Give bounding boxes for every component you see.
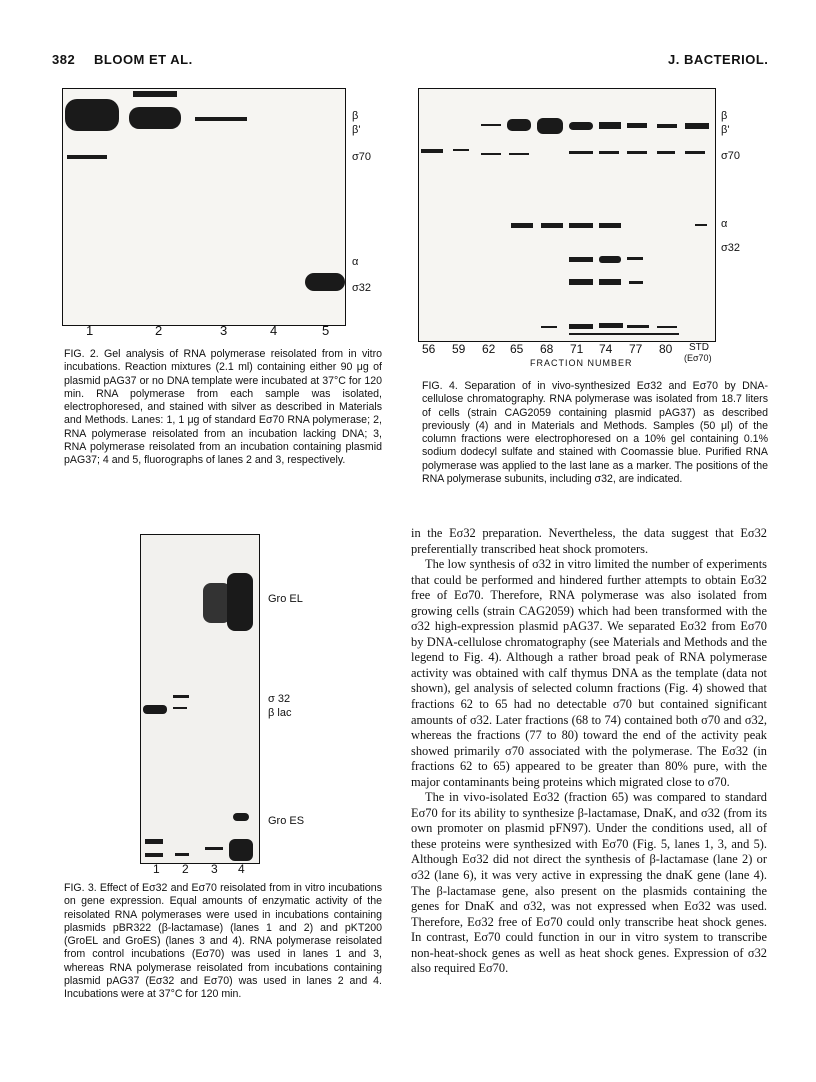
fig4-label-alpha: α: [721, 218, 728, 230]
fig3-lane-number: 4: [238, 862, 245, 876]
fig4-std-enzyme-label: (Eσ70): [684, 353, 712, 363]
fig4-fraction-label: STD: [689, 342, 709, 353]
fig4-fraction-label: 80: [659, 342, 673, 356]
fig2-lane-number: 4: [270, 323, 278, 338]
fig2-label-sigma32: σ32: [352, 282, 372, 294]
fig4-fraction-label: 62: [482, 342, 496, 356]
fig4-fraction-label: 65: [510, 342, 524, 356]
body-paragraph: The in vivo-isolated Eσ32 (fraction 65) was compared to standard Eσ70 for its ability to synthesize β-lactamase, DnaK, and σ32 (from its own promoter on plasmid pFN97). Under the conditions used, all of these proteins were synthesized with Eσ70 (Fig. 5, lanes 1, 3, and 5). Although Eσ32 did not direct the synthesis of β-lactamase (lane 2) or σ32 (lane 6), it was very active in expressing the dnaK gene (lane 4). The β-lactamase gene, also present on the plasmids containing the genes for DnaK and σ32, was not expressed when Eσ32 was used. Therefore, Eσ32 free of Eσ70 could only transcribe heat shock genes. In contrast, Eσ70 could function in our in vitro system to transcribe non-heat-shock genes as well as heat shock genes. Expression of σ32 also required Eσ70.: [411, 790, 767, 976]
journal-name: J. BACTERIOL.: [668, 52, 769, 67]
fig4-fraction-label: 59: [452, 342, 466, 356]
fig2-lane-number: 3: [220, 323, 228, 338]
fig2-lane-number: 2: [155, 323, 163, 338]
fig3-label-beta-lac: β lac: [268, 707, 292, 719]
fig2-label-beta-prime: β': [352, 124, 361, 136]
body-paragraph: The low synthesis of σ32 in vitro limited the number of experiments that could be performed and hindered further attempts to obtain Eσ32 free of Eσ70. Therefore, RNA polymerase was also isolated from growing cells (strain CAG2059) which had been transformed with the σ32 high-expression plasmid pAG37. We separated Eσ32 from Eσ70 by DNA-cellulose chromatography (see Materials and Methods and the legend to Fig. 4). Although a rather broad peak of RNA polymerase activity was obtained with calf thymus DNA as the template (data not shown), gel analysis of selected column fractions (Fig. 4) showed that fractions 62 to 65 had no detectable σ70 but contained significant amounts of σ32. Later fractions (68 to 74) contained both σ70 and σ32, whereas the fractions (77 to 80) toward the end of the activity peak showed primarily σ70 associated with the polymerase. The Eσ32 (in fractions 62 to 65) appeared to be greater than 80% pure, with the major contaminants being proteins which migrated close to σ70.: [411, 557, 767, 789]
fig4-fraction-label: 68: [540, 342, 554, 356]
fig2-label-alpha: α: [352, 256, 359, 268]
running-authors: BLOOM ET AL.: [94, 52, 193, 67]
fig3-label-groel: Gro EL: [268, 593, 303, 605]
fig4-gel-image: [418, 88, 716, 342]
fig3-caption: FIG. 3. Effect of Eσ32 and Eσ70 reisolated from in vitro incubations on gene expression. Equal amounts of enzymatic activity of the reisolated RNA polymerases were used in incubations containing plasmids pBR322 (β-lactamase) (lanes 1 and 2) and pKT200 (GroEL and GroES) (lanes 3 and 4). RNA polymerase reisolated from control incubations (Eσ70) was used in lanes 1 and 3, whereas RNA polymerase reisolated from incubations containing plasmid pAG37 (Eσ32 and Eσ70) was used in lanes 2 and 4. Incubations were at 37°C for 120 min.: [64, 882, 382, 1001]
fig3-label-sigma32: σ 32: [268, 693, 291, 705]
fig4-axis-label: FRACTION NUMBER: [530, 358, 633, 368]
fig2-label-beta: β: [352, 110, 359, 122]
fig4-fraction-label: 56: [422, 342, 436, 356]
fig3-lane-number: 3: [211, 862, 218, 876]
fig2-lane-number: 5: [322, 323, 330, 338]
fig4-caption: FIG. 4. Separation of in vivo-synthesized Eσ32 and Eσ70 by DNA-cellulose chromatography. RNA polymerase was isolated from 18.7 liters of cells (strain CAG2059 containing plasmid pAG37) as described previously (4) and in Materials and Methods. Samples (50 μl) of the column fractions were electrophoresed on a 10% gel containing 0.1% sodium dodecyl sulfate and stained with Coomassie blue. Purified RNA polymerase was applied to the last lane as a marker. The positions of the RNA polymerase subunits, including σ32, are indicated.: [422, 380, 768, 486]
fig4-label-sigma70: σ70: [721, 150, 741, 162]
page-number: 382: [52, 52, 76, 67]
fig4-fraction-label: 77: [629, 342, 643, 356]
fig4-label-sigma32: σ32: [721, 242, 741, 254]
fig4-fraction-label: 74: [599, 342, 613, 356]
fig2-label-sigma70: σ70: [352, 151, 372, 163]
fig3-lane-number: 2: [182, 862, 189, 876]
fig4-label-beta-prime: β': [721, 124, 730, 136]
fig3-label-groes: Gro ES: [268, 815, 305, 827]
body-paragraph: in the Eσ32 preparation. Nevertheless, the data suggest that Eσ32 preferentially transcribed heat shock promoters.: [411, 526, 767, 556]
fig3-lane-number: 1: [153, 862, 160, 876]
fig4-label-beta: β: [721, 110, 728, 122]
fig2-caption: FIG. 2. Gel analysis of RNA polymerase reisolated from in vitro incubations. Reaction mixtures (2.1 ml) containing either 90 μg of plasmid pAG37 or no DNA template were incubated at 37°C for 120 min. RNA polymerase from each sample was isolated, electrophoresed, and stained with silver as described in Materials and Methods. Lanes: 1, 1 μg of standard Eσ70 RNA polymerase; 2, RNA polymerase reisolated from an incubation lacking DNA; 3, RNA polymerase reisolated from an incubation containing plasmid pAG37; 4 and 5, fluorographs of lanes 2 and 3, respectively.: [64, 348, 382, 467]
fig2-gel-image: [62, 88, 346, 326]
fig2-lane-number: 1: [86, 323, 94, 338]
fig3-gel-image: [140, 534, 260, 864]
body-text-column: [411, 526, 767, 977]
fig4-fraction-label: 71: [570, 342, 584, 356]
